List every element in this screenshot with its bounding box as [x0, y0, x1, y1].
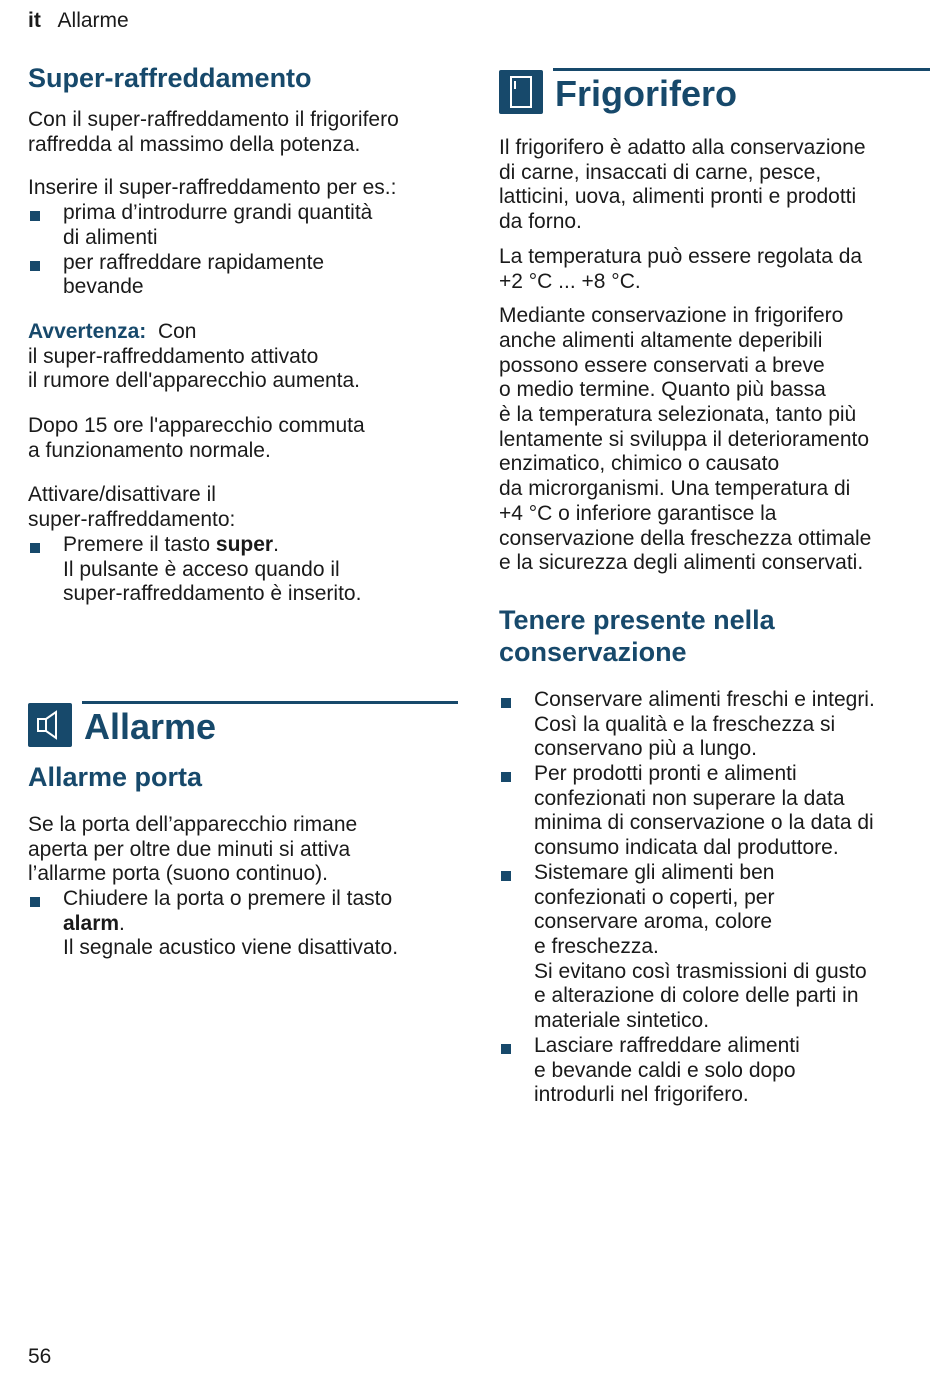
- super-cooling-toggle-intro: Attivare/disattivare il super-raffreddamento:: [28, 483, 236, 532]
- door-alarm-heading: Allarme porta: [28, 761, 203, 792]
- storage-notes-heading: Tenere presente nella conservazione: [499, 604, 775, 667]
- alarm-heading: Allarme: [84, 705, 217, 747]
- left-column: [28, 62, 458, 961]
- speaker-icon: [28, 703, 72, 747]
- super-cooling-intro: Con il super-raffreddamento il frigorifero raffredda al massimo della potenza.: [28, 108, 399, 156]
- list-item: Premere il tasto super. Il pulsante è acceso quando il super-raffreddamento è inserito.: [28, 533, 458, 607]
- running-head-section: Allarme: [57, 9, 129, 32]
- door-alarm-text: Se la porta dell’apparecchio rimane aperta per oltre due minuti si attiva l’allarme porta (suono continuo).: [28, 812, 358, 886]
- list-item: Conservare alimenti freschi e integri. Così la qualità e la freschezza si conservano più a lungo.: [499, 688, 930, 762]
- running-head: [28, 9, 129, 33]
- language-code: it: [28, 9, 41, 32]
- super-cooling-heading: Super-raffreddamento: [28, 63, 312, 93]
- section-rule: [82, 701, 458, 704]
- fridge-section-header: [499, 68, 930, 130]
- door-alarm-steps: [28, 887, 458, 961]
- super-cooling-duration: Dopo 15 ore l'apparecchio commuta a funzionamento normale.: [28, 414, 365, 462]
- list-item: per raffreddare rapidamente bevande: [28, 251, 458, 300]
- super-cooling-steps: [28, 533, 458, 607]
- fridge-heading: Frigorifero: [555, 73, 738, 114]
- list-item: Chiudere la porta o premere il tasto alarm. Il segnale acustico viene disattivato.: [28, 887, 458, 961]
- storage-notes-list: [499, 688, 930, 1108]
- alarm-key-label: alarm: [63, 911, 120, 935]
- list-item: Sistemare gli alimenti ben confezionati o coperti, per conservare aroma, colore e freschezza. Si evitano così trasmissioni di gusto e alterazione di colore delle parti in materiale sintetico.: [499, 861, 930, 1034]
- list-item: Lasciare raffreddare alimenti e bevande caldi e solo dopo introdurli nel frigorifero.: [499, 1034, 930, 1108]
- note-label: Avvertenza:: [28, 319, 147, 343]
- fridge-temperature-range: La temperatura può essere regolata da +2 °C ... +8 °C.: [499, 244, 863, 293]
- fridge-icon: [499, 70, 543, 114]
- super-cooling-use-list: [28, 201, 458, 300]
- super-cooling-use-intro: Inserire il super-raffreddamento per es.:: [28, 176, 397, 200]
- list-item: Per prodotti pronti e alimenti confezionati non superare la data minima di conservazione o la data di consumo indicata dal produttore.: [499, 762, 930, 861]
- fridge-intro: Il frigorifero è adatto alla conservazione di carne, insaccati di carne, pesce, latticini, uova, alimenti pronti e prodotti da forno.: [499, 136, 866, 234]
- list-item: prima d’introdurre grandi quantità di alimenti: [28, 201, 458, 250]
- super-key-label: super: [215, 532, 274, 556]
- super-cooling-note: Avvertenza: Con il super-raffreddamento attivato il rumore dell'apparecchio aumenta.: [28, 319, 361, 393]
- right-column: [499, 62, 930, 1108]
- fridge-storage-text: Mediante conservazione in frigorifero anche alimenti altamente deperibili possono essere conservati a breve o medio termine. Quanto più bassa è la temperatura selezionata, tanto più lentamente si sviluppa il deterioramento enzimatico, chimico o causato da microrganismi. Una temperatura di +4 °C o inferiore garantisce la conservazione della freschezza ottimale e la sicurezza degli alimenti conservati.: [499, 304, 872, 575]
- section-rule: [553, 68, 930, 71]
- page-number: 56: [28, 1345, 52, 1368]
- alarm-section-header: [28, 701, 458, 757]
